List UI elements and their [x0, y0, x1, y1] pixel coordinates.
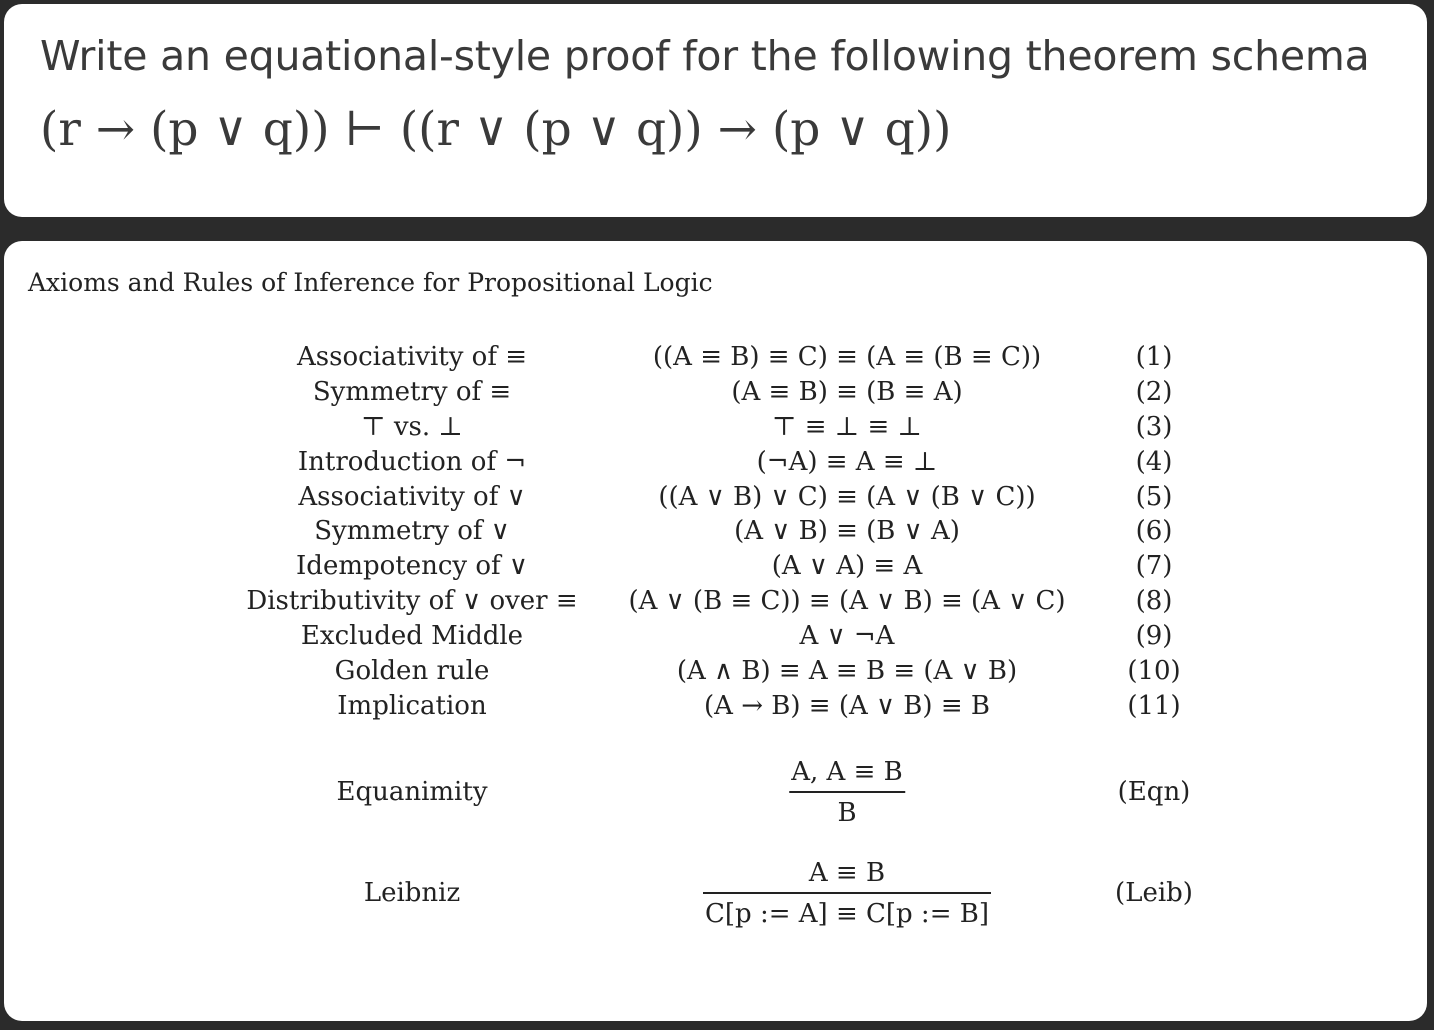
- rule-number: (7): [1135, 551, 1173, 581]
- rule-number: (8): [1135, 586, 1173, 616]
- inference-name: Equanimity: [336, 777, 488, 807]
- rule-name: Excluded Middle: [300, 621, 524, 651]
- rule-formula: (A ≡ B) ≡ (B ≡ A): [731, 377, 963, 407]
- rule-name: Associativity of ≡: [297, 342, 527, 372]
- rule-number: (11): [1127, 691, 1181, 721]
- rule-name: Introduction of ¬: [297, 447, 527, 477]
- rule-formula: (A ∨ (B ≡ C)) ≡ (A ∨ B) ≡ (A ∨ C): [628, 586, 1066, 616]
- fraction-bar: [703, 892, 991, 894]
- rule-formula: (A ∧ B) ≡ A ≡ B ≡ (A ∨ B): [676, 656, 1018, 686]
- rule-formula: ((A ≡ B) ≡ C) ≡ (A ≡ (B ≡ C)): [652, 342, 1042, 372]
- rule-number: (2): [1135, 377, 1173, 407]
- inference-conclusion: C[p := A] ≡ C[p := B]: [705, 899, 989, 929]
- inference-label: (Eqn): [1117, 777, 1191, 807]
- rule-formula: ((A ∨ B) ∨ C) ≡ (A ∨ (B ∨ C)): [658, 482, 1036, 512]
- rule-number: (1): [1135, 342, 1173, 372]
- rule-name: Distributivity of ∨ over ≡: [246, 586, 578, 616]
- rule-formula: ⊤ ≡ ⊥ ≡ ⊥: [772, 412, 922, 442]
- rule-formula: A ∨ ¬A: [799, 621, 895, 651]
- leibniz-fraction: [703, 857, 991, 930]
- rule-name: Implication: [337, 691, 487, 721]
- fraction-bar: [789, 791, 905, 793]
- rule-name: Symmetry of ∨: [314, 516, 510, 546]
- rule-name: Associativity of ∨: [298, 482, 526, 512]
- rule-formula: (A ∨ B) ≡ (B ∨ A): [734, 516, 960, 546]
- rule-number: (9): [1135, 621, 1173, 651]
- equanimity-fraction: [789, 756, 905, 829]
- axioms-title: Axioms and Rules of Inference for Propositional Logic: [28, 268, 713, 297]
- inference-premise: A, A ≡ B: [791, 757, 903, 787]
- rule-number: (6): [1135, 516, 1173, 546]
- rule-number: (4): [1135, 447, 1173, 477]
- rule-formula: (¬A) ≡ A ≡ ⊥: [756, 447, 938, 477]
- inference-conclusion: B: [837, 798, 857, 828]
- rule-number: (10): [1127, 656, 1181, 686]
- theorem-schema: (r → (p ∨ q)) ⊢ ((r ∨ (p ∨ q)) → (p ∨ q)): [40, 102, 952, 157]
- rule-name: Golden rule: [334, 656, 490, 686]
- rule-number: (3): [1135, 412, 1173, 442]
- inference-premise: A ≡ B: [808, 858, 886, 888]
- rule-formula: (A ∨ A) ≡ A: [771, 551, 923, 581]
- question-prompt: Write an equational-style proof for the following theorem schema: [40, 32, 1370, 80]
- rule-name: ⊤ vs. ⊥: [361, 412, 463, 442]
- rule-name: Symmetry of ≡: [312, 377, 512, 407]
- rule-formula: (A → B) ≡ (A ∨ B) ≡ B: [704, 691, 990, 721]
- rule-name: Idempotency of ∨: [296, 551, 528, 581]
- inference-name: Leibniz: [363, 878, 461, 908]
- inference-label: (Leib): [1115, 878, 1193, 908]
- rule-number: (5): [1135, 482, 1173, 512]
